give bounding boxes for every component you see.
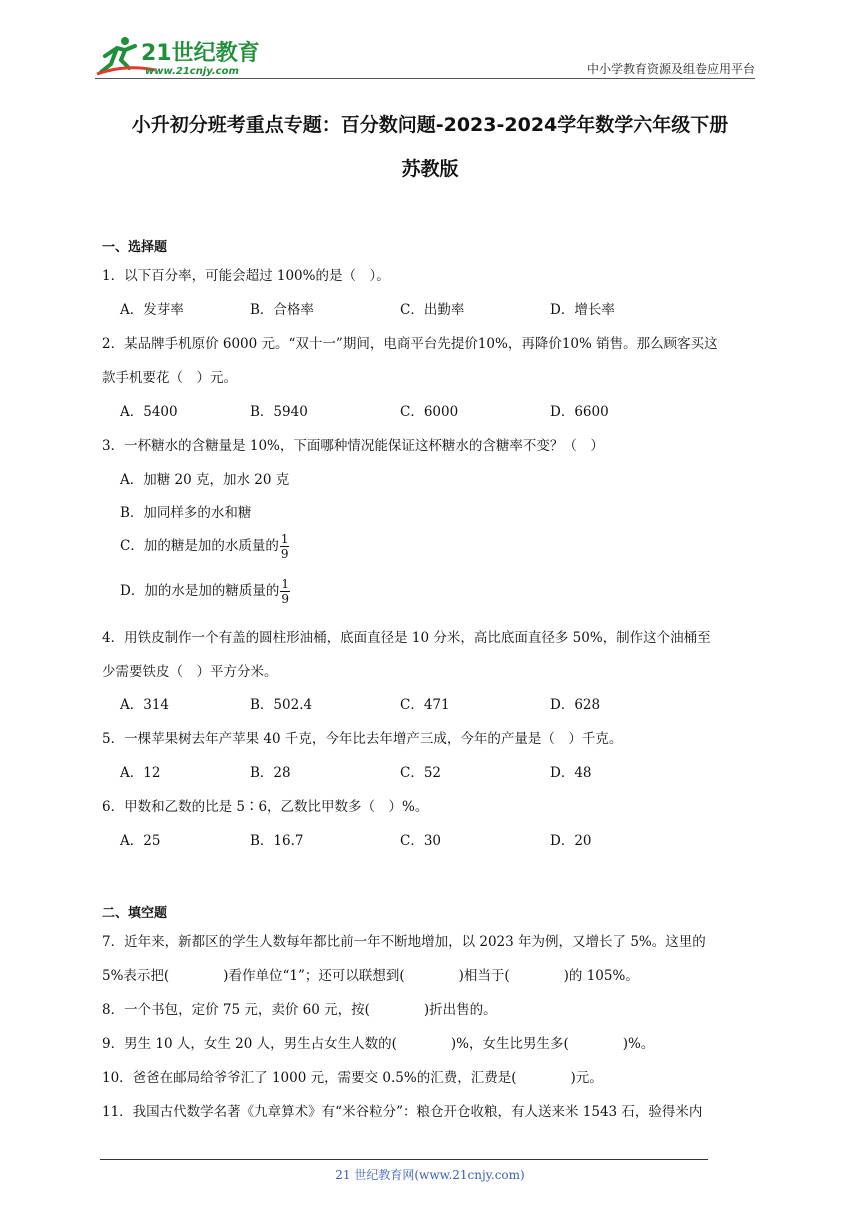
question-2-option-a: A．5400 (120, 404, 178, 420)
question-6-option-c: C．30 (400, 833, 442, 849)
question-4-option-b: B．502.4 (250, 697, 313, 713)
question-1-stem: 1．以下百分率，可能会超过 100%的是（ ）。 (102, 268, 390, 284)
question-3-option-b: B．加同样多的水和糖 (120, 505, 252, 521)
header-divider (95, 78, 755, 79)
logo-runner-icon (95, 34, 265, 78)
question-2-option-c: C．6000 (400, 404, 459, 420)
question-6-option-b: B．16.7 (250, 833, 304, 849)
question-6-option-d: D．20 (550, 833, 592, 849)
section-heading-choice: 一、选择题 (102, 240, 168, 255)
question-2-stem-line-2: 款手机要花（ ）元。 (102, 370, 237, 386)
document-title-line-2: 苏教版 (401, 158, 459, 180)
logo-url-text: www.21cnjy.com (145, 66, 239, 77)
question-5-option-c: C．52 (400, 765, 442, 781)
question-10: 10．爸爸在邮局给爷爷汇了 1000 元，需要交 0.5%的汇费，汇费是( )元。 (102, 1070, 603, 1086)
question-4-stem-line-2: 少需要铁皮（ ）平方分米。 (102, 664, 278, 680)
question-5-option-d: D．48 (550, 765, 592, 781)
header-platform-text: 中小学教育资源及组卷应用平台 (586, 62, 755, 76)
question-5-option-b: B．28 (250, 765, 291, 781)
question-5-option-a: A．12 (120, 765, 161, 781)
footer-divider (100, 1159, 708, 1160)
fraction-one-ninth (280, 577, 290, 606)
section-heading-fill-blank: 二、填空题 (102, 906, 168, 921)
question-1-option-d: D．增长率 (550, 302, 615, 318)
question-5-stem: 5．一棵苹果树去年产苹果 40 千克，今年比去年增产三成，今年的产量是（ ）千克。 (102, 731, 623, 747)
question-4-option-a: A．314 (120, 697, 170, 713)
question-4-option-d: D．628 (550, 697, 601, 713)
question-4-stem-line-1: 4．用铁皮制作一个有盖的圆柱形油桶，底面直径是 10 分米，高比底面直径多 50%，制作这个油桶至 (102, 630, 711, 646)
question-9: 9．男生 10 人，女生 20 人，男生占女生人数的( )%，女生比男生多( )%。 (102, 1036, 655, 1052)
question-3-option-a: A．加糖 20 克，加水 20 克 (120, 472, 290, 488)
footer-site-text: 21 世纪教育网(www.21cnjy.com) (335, 1168, 525, 1182)
question-3-option-c-text: C．加的糖是加的水质量的 (120, 538, 279, 554)
page-header (95, 34, 755, 80)
fraction-denominator: 9 (280, 547, 289, 561)
question-7-line-2: 5%表示把( )看作单位“1”；还可以联想到( )相当于( )的 105%。 (102, 968, 639, 984)
question-1-option-a: A．发芽率 (120, 302, 184, 318)
question-2-option-b: B．5940 (250, 404, 308, 420)
question-2-stem-line-1: 2．某品牌手机原价 6000 元。“双十一”期间，电商平台先提价10%，再降价10% 销售。那么顾客买这 (102, 336, 718, 352)
fraction-one-ninth (280, 532, 290, 561)
fraction-numerator: 1 (281, 577, 289, 591)
question-7-line-1: 7．近年来，新都区的学生人数每年都比前一年不断地增加，以 2023 年为例，又增长了 5%。这里的 (102, 934, 706, 950)
question-1-option-c: C．出勤率 (400, 302, 465, 318)
question-3-option-d (120, 577, 290, 606)
question-6-stem: 6．甲数和乙数的比是 5∶6，乙数比甲数多（ ）%。 (102, 799, 429, 815)
question-11-line-1: 11．我国古代数学名著《九章算术》有“米谷粒分”：粮仓开仓收粮，有人送来米 1543 石，验得米内 (102, 1104, 703, 1120)
question-8: 8．一个书包，定价 75 元，卖价 60 元，按( )折出售的。 (102, 1002, 497, 1018)
question-3-option-c (120, 532, 289, 561)
document-title-line-1: 小升初分班考重点专题：百分数问题-2023-2024学年数学六年级下册 (131, 114, 729, 136)
question-1-option-b: B．合格率 (250, 302, 314, 318)
question-4-option-c: C．471 (400, 697, 450, 713)
logo-text: 21世纪教育 (141, 41, 260, 66)
fraction-numerator: 1 (280, 532, 289, 546)
fraction-denominator: 9 (281, 592, 289, 606)
question-3-stem: 3．一杯糖水的含糖量是 10%，下面哪种情况能保证这杯糖水的含糖率不变？（ ） (102, 438, 604, 454)
site-logo (95, 34, 265, 78)
question-2-option-d: D．6600 (550, 404, 609, 420)
question-6-option-a: A．25 (120, 833, 161, 849)
question-3-option-d-text: D．加的水是加的糖质量的 (120, 583, 280, 599)
